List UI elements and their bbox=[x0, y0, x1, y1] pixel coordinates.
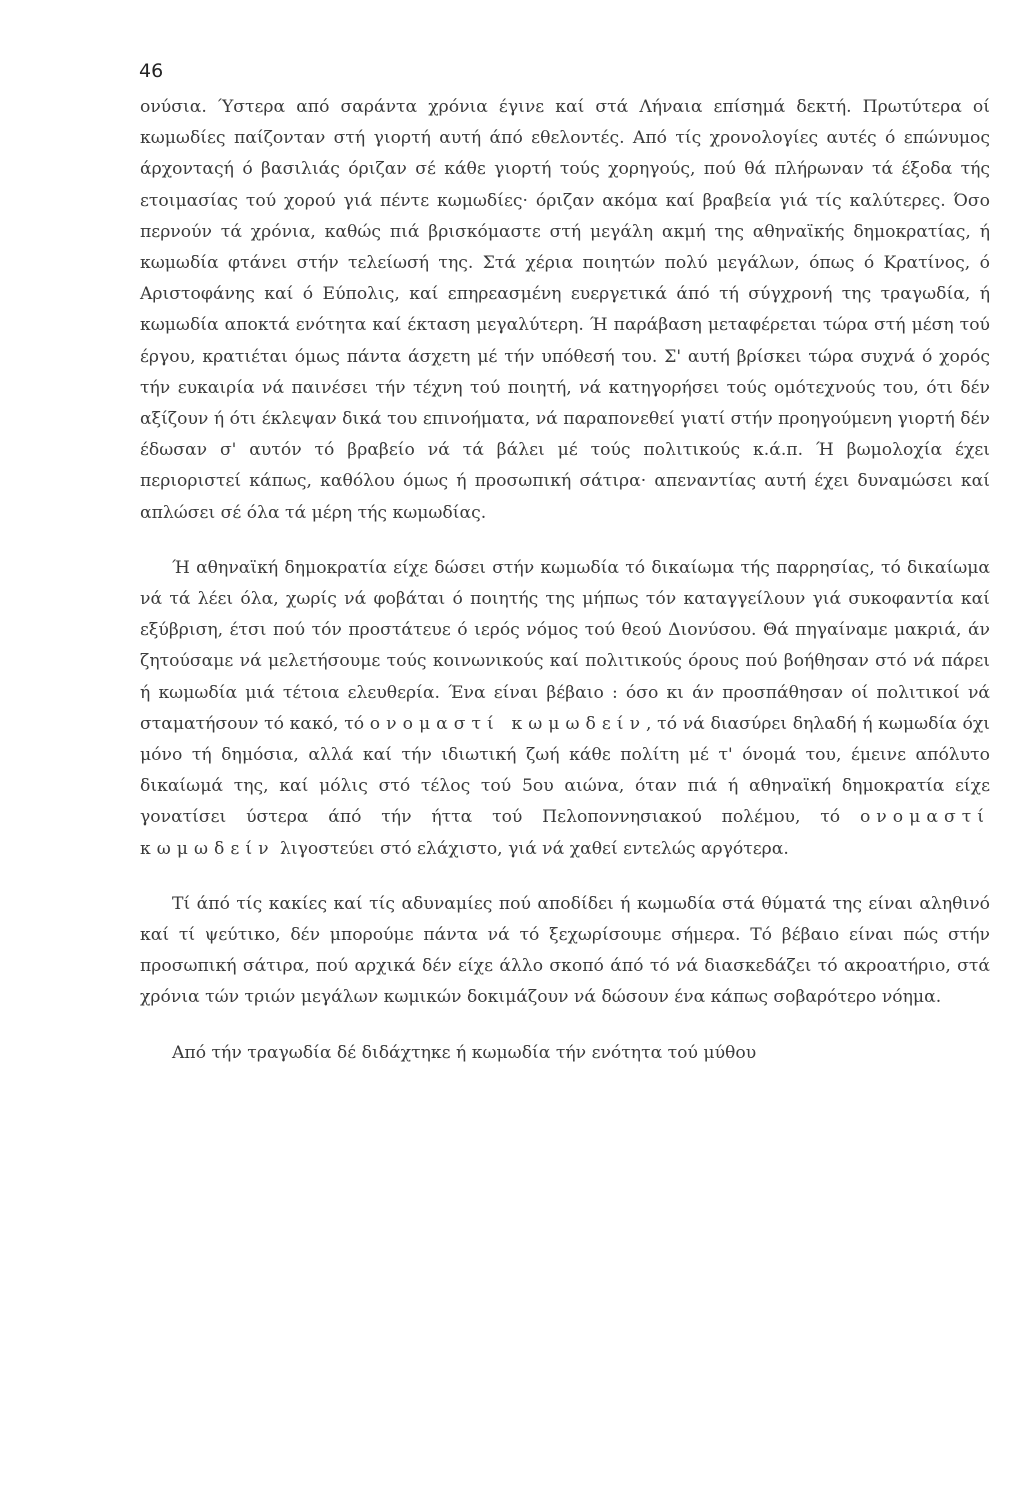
paragraph-1: ονύσια. Ύστερα από σαράντα χρόνια έγινε καί στά Λήναια επίσημά δεκτή. Πρωτύτερα οί κωμωδίες παίζονταν στή γιορτή αυτή άπό εθελοντές. Από τίς χρονολογίες αυτές ό επώνυμος άρχονταςή ό βασιλιάς όριζαν σέ κάθε γιορτή τούς χορηγούς, πού θά πλήρωναν τά έξοδα τής ετοιμασίας τού χορού γιά πέντε κωμωδίες· όριζαν ακόμα καί βραβεία γιά τίς καλύτερες. Όσο περνούν τά χρόνια, καθώς πιά βρισκόμαστε στή μεγάλη ακμή της αθηναϊκής δημοκρατίας, ή κωμωδία φτάνει στήν τελείωσή της. Στά χέρια ποιητών πολύ μεγάλων, όπως ό Κρατίνος, ό Αριστοφάνης καί ό Εύπολις, καί επηρεασμένη ευεργετικά άπό τή σύγχρονή της τραγωδία, ή κωμωδία αποκτά ενότητα καί έκταση μεγαλύτερη. Ή παράβαση μεταφέρεται τώρα στή μέση τού έργου, κρατιέται όμως πάντα άσχετη μέ τήν υπόθεσή του. Σ' αυτή βρίσκει τώρα συχνά ό χορός τήν ευκαιρία νά παινέσει τήν τέχνη τού ποιητή, νά κατηγορήσει τούς ομότεχνούς του, ότι δέν αξίζουν ή ότι έκλεψαν δικά του επινοήματα, νά παραπονεθεί γιατί στήν προηγούμενη γιορτή δέν έδωσαν σ' αυτόν τό βραβείο νά τά βάλει μέ τούς πολιτικούς κ.ά.π. Ή βωμολοχία έχει περιοριστεί κάπως, καθόλου όμως ή προσωπική σάτιρα· απεναντίας αυτή έχει δυναμώσει καί απλώσει σέ όλα τά μέρη τής κωμωδίας. bbox=[140, 97, 990, 523]
spaced-term: ονομαστί κωμωδείν bbox=[369, 713, 647, 734]
paragraph-2-text-start: Ή αθηναϊκή δημοκρατία είχε δώσει στήν κωμωδία τό δικαίωμα τής παρρησίας, τό δικαίωμα νά τά λέει όλα, χωρίς νά φοβάται ό ποιητής της μήπως τόν καταγγείλουν γιά συκοφαντία καί εξύβριση, έτσι πού τόν προστάτευε ό ιερός νόμος τού θεού Διονύσου. Θά πηγαίναμε μακριά, άν ζητούσαμε νά μελετήσουμε τούς κοινωνικούς καί πολιτικούς όρους πού βοήθησαν στό νά πάρει ή κωμωδία μιά τέτοια ελευθερία. Ένα είναι βέβαιο : όσο κι άν προσπάθησαν οί πολιτικοί νά σταματήσουν τό κακό, τό bbox=[140, 557, 990, 734]
page-number: 46 bbox=[139, 60, 164, 82]
paragraph-2-text-end: λιγοστεύει στό ελάχιστο, γιά νά χαθεί εντελώς αργότερα. bbox=[274, 838, 789, 859]
spaced-term: ονομαστί κωμωδείν bbox=[140, 807, 990, 859]
paragraph-2 bbox=[140, 553, 990, 865]
body-text bbox=[140, 92, 990, 1069]
paragraph-4: Από τήν τραγωδία δέ διδάχτηκε ή κωμωδία τήν ενότητα τού μύθου bbox=[172, 1042, 757, 1063]
paragraph-2-text-middle: , τό νά διασύρει δηλαδή ή κωμωδία όχι μόνο τή δημόσια, αλλά καί τήν ιδιωτική ζωή κάθε πολίτη μέ τ' όνομά του, έμεινε απόλυτο δικαίωμά της, καί μόλις στό τέλος τού 5ου αιώνα, όταν πιά ή αθηναϊκή δημοκρατία είχε γονατίσει ύστερα άπό τήν ήττα τού Πελοποννησιακού πολέμου, τό bbox=[140, 713, 990, 828]
paragraph-3: Τί άπό τίς κακίες καί τίς αδυναμίες πού αποδίδει ή κωμωδία στά θύματά της είναι αληθινό καί τί ψεύτικο, δέν μπορούμε πάντα νά τό ξεχωρίσουμε σήμερα. Τό βέβαιο είναι πώς στήν προσωπική σάτιρα, πού αρχικά δέν είχε άλλο σκοπό άπό τό νά διασκεδάζει τό ακροατήριο, στά χρόνια τών τριών μεγάλων κωμικών δοκιμάζουν νά δώσουν ένα κάπως σοβαρότερο νόημα. bbox=[140, 893, 990, 1008]
